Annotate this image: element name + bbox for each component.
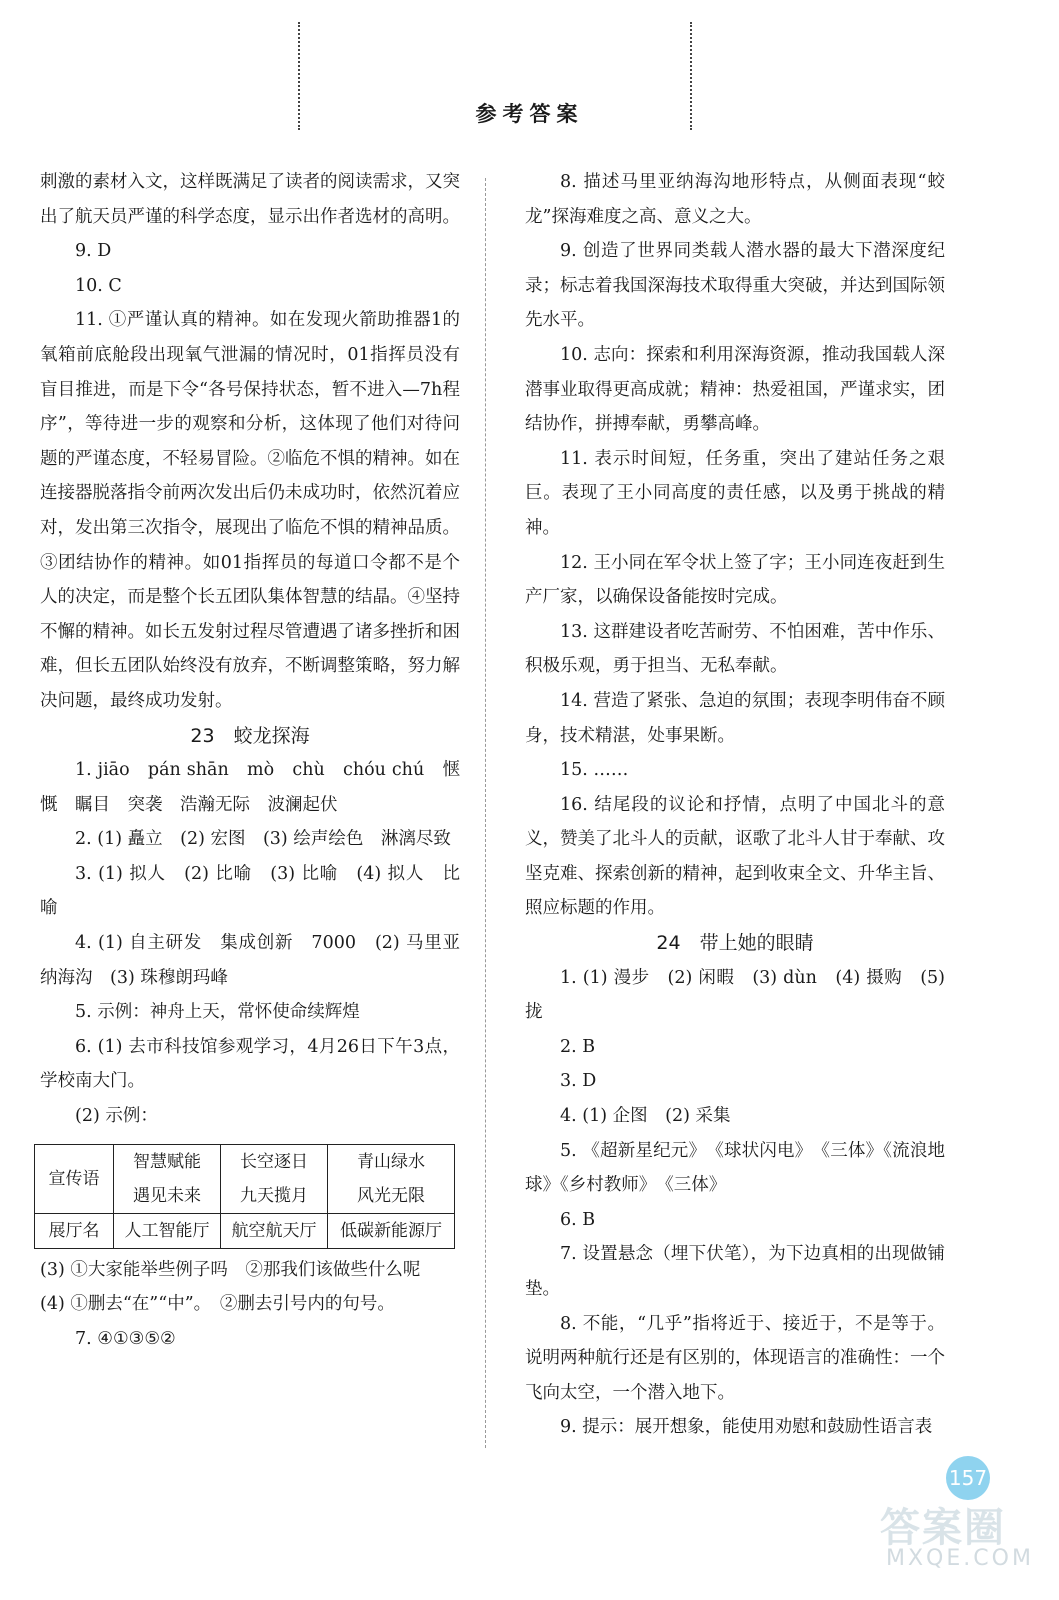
answer-11: 11. ①严谨认真的精神。如在发现火箭助推器1的氧箱前底舱段出现氧气泄漏的情况时，01指挥员没有盲目推进，而是下令“各号保持状态，暂不进入—7h程序”，等待进一步的观察和分析，这体现了他们对待问题的严谨态度，不轻易冒险。②临危不惧的精神。如在连接器脱落指令前两次发出后仍未成功时，依然沉着应对，发出第三次指令，展现出了临危不惧的精神品质。③团结协作的精神。如01指挥员的每道口令都不是个人的决定，而是整个长五团队集体智慧的结晶。④坚持不懈的精神。如长五发射过程尽管遭遇了诸多挫折和困难，但长五团队始终没有放弃，不断调整策略，努力解决问题，最终成功发射。 xyxy=(40,310,460,711)
answer-24-7: 7. 设置悬念（埋下伏笔），为下边真相的出现做铺垫。 xyxy=(525,1244,945,1299)
answer-23-8: 8. 描述马里亚纳海沟地形特点，从侧面表现“蛟龙”探海难度之高、意义之大。 xyxy=(525,172,945,227)
answer-10: 10. C xyxy=(75,275,122,296)
slogan-line: 遇见未来 xyxy=(133,1185,201,1206)
answer-24-6: 6. B xyxy=(560,1209,596,1230)
answer-24-2: 2. B xyxy=(560,1036,596,1057)
answer-23-12: 12. 王小同在军令状上签了字；王小同连夜赶到生产厂家，以确保设备能按时完成。 xyxy=(525,552,945,608)
table-row-head: 展厅名 xyxy=(35,1213,114,1248)
answer-23-1: 1. jiāo pán shān mò chù chóu chú 惬慨 瞩目 突袭 浩瀚无际 波澜起伏 xyxy=(40,760,460,815)
answer-24-9: 9. 提示：展开想象，能使用劝慰和鼓励性语言表 xyxy=(560,1417,933,1438)
slogan-line: 智慧赋能 xyxy=(133,1151,201,1172)
left-column xyxy=(40,165,460,1356)
lesson-heading-24: 24 带上她的眼睛 xyxy=(656,932,814,955)
answer-23-5: 5. 示例：神舟上天，常怀使命续辉煌 xyxy=(75,1002,360,1023)
answer-paragraph: 刺激的素材入文，这样既满足了读者的阅读需求，又突出了航天员严谨的科学态度，显示出作者选材的高明。 xyxy=(40,172,460,227)
table-row xyxy=(35,1144,455,1213)
table-cell: 航空航天厅 xyxy=(221,1213,328,1248)
answer-23-6-3: (3) ①大家能举些例子吗 ②那我们该做些什么呢 xyxy=(40,1259,421,1280)
answer-23-9: 9. 创造了世界同类载人潜水器的最大下潜深度纪录；标志着我国深海技术取得重大突破，并达到国际领先水平。 xyxy=(525,241,945,331)
table-row xyxy=(35,1213,455,1248)
watermark-url: MXQE.COM xyxy=(886,1546,1034,1571)
answer-23-3: 3. (1) 拟人 (2) 比喻 (3) 比喻 (4) 拟人 比喻 xyxy=(40,863,460,919)
watermark-logo: 答案圈 xyxy=(880,1505,1006,1551)
page-title: 参考答案 xyxy=(475,102,584,126)
answer-23-16: 16. 结尾段的议论和抒情，点明了中国北斗的意义，赞美了北斗人的贡献，讴歌了北斗人甘于奉献、攻坚克难、探索创新的精神，起到收束全文、升华主旨、照应标题的作用。 xyxy=(525,794,945,919)
answer-24-3: 3. D xyxy=(560,1071,597,1092)
answer-23-10: 10. 志向：探索和利用深海资源，推动我国载人深潜事业取得更高成就；精神：热爱祖国，严谨求实，团结协作，拼搏奉献，勇攀高峰。 xyxy=(525,344,945,435)
answer-23-13: 13. 这群建设者吃苦耐劳、不怕困难，苦中作乐、积极乐观，勇于担当、无私奉献。 xyxy=(525,621,945,677)
answer-24-1: 1. (1) 漫步 (2) 闲暇 (3) dùn (4) 摄购 (5) 拢 xyxy=(525,967,945,1023)
answer-23-6-4: (4) ①删去“在”“中”。 ②删去引号内的句号。 xyxy=(40,1294,395,1315)
answer-24-5: 5. 《超新星纪元》 《球状闪电》 《三体》《流浪地球》《乡村教师》 《三体》 xyxy=(525,1140,945,1196)
answer-23-2: 2. (1) 矗立 (2) 宏图 (3) 绘声绘色 淋漓尽致 xyxy=(75,829,451,850)
exhibition-table xyxy=(34,1144,455,1249)
answer-24-4: 4. (1) 企图 (2) 采集 xyxy=(560,1106,731,1127)
answer-23-6: 6. (1) 去市科技馆参观学习，4月26日下午3点，学校南大门。 xyxy=(40,1036,460,1092)
slogan-line: 风光无限 xyxy=(357,1185,425,1206)
answer-9: 9. D xyxy=(75,241,112,262)
slogan-line: 青山绿水 xyxy=(357,1151,425,1172)
answer-23-15: 15. …… xyxy=(560,760,629,781)
answer-23-14: 14. 营造了紧张、急迫的氛围；表现李明伟奋不顾身，技术精湛，处事果断。 xyxy=(525,690,945,746)
slogan-line: 长空逐日 xyxy=(240,1151,308,1172)
table-cell xyxy=(328,1144,455,1213)
slogan-line: 九天揽月 xyxy=(240,1185,308,1206)
table-cell xyxy=(114,1144,221,1213)
table-cell: 人工智能厅 xyxy=(114,1213,221,1248)
lesson-heading-23: 23 蛟龙探海 xyxy=(190,724,310,747)
answer-23-7: 7. ④①③⑤② xyxy=(75,1328,176,1349)
table-row-head: 宣传语 xyxy=(35,1144,114,1213)
table-cell xyxy=(221,1144,328,1213)
answer-23-4: 4. (1) 自主研发 集成创新 7000 (2) 马里亚纳海沟 (3) 珠穆朗玛峰 xyxy=(40,933,460,988)
page-number: 157 xyxy=(946,1456,990,1500)
answer-24-8: 8. 不能，“几乎”指将近于、接近于，不是等于。说明两种航行还是有区别的，体现语言的准确性：一个飞向太空，一个潜入地下。 xyxy=(525,1313,945,1403)
column-divider xyxy=(485,178,486,1448)
right-column xyxy=(525,165,945,1445)
answer-23-6-2: (2) 示例： xyxy=(75,1106,158,1127)
table-cell: 低碳新能源厅 xyxy=(328,1213,455,1248)
answer-23-11: 11. 表示时间短，任务重，突出了建站任务之艰巨。表现了王小同高度的责任感，以及勇于挑战的精神。 xyxy=(525,448,945,538)
